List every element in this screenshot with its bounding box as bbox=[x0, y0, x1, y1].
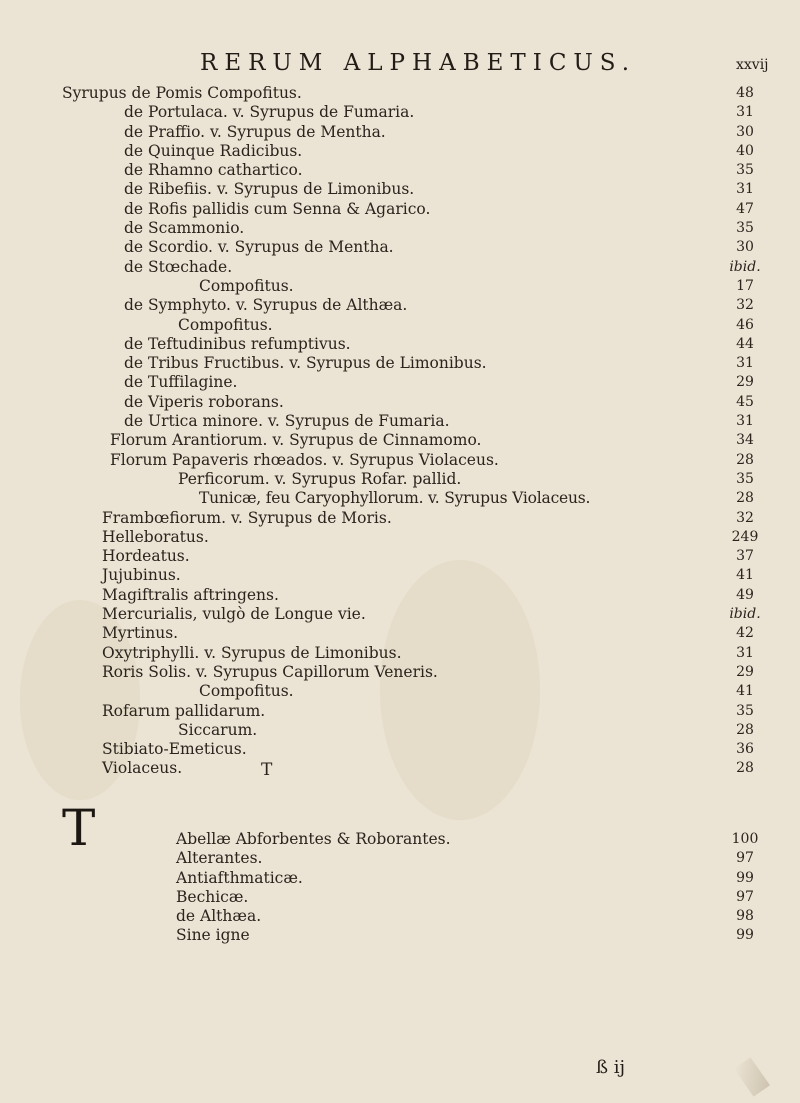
index-entry bbox=[0, 682, 800, 701]
index-entry bbox=[0, 759, 800, 778]
entry-text: Hordeatus. bbox=[102, 547, 190, 566]
index-entry bbox=[0, 238, 800, 257]
entry-page-ref: 37 bbox=[736, 548, 754, 565]
entry-text: Perficorum. v. Syrupus Rofar. pallid. bbox=[178, 469, 462, 488]
entry-text: Stibiato-Emeticus. bbox=[102, 740, 247, 759]
running-title: RERUM ALPHABETICUS. bbox=[200, 50, 637, 76]
index-entry bbox=[0, 393, 800, 412]
index-entry bbox=[0, 200, 800, 219]
entry-page-ref: 99 bbox=[736, 927, 754, 944]
index-entry bbox=[0, 849, 800, 868]
index-entry bbox=[0, 926, 800, 945]
entry-page-ref: 28 bbox=[736, 490, 754, 507]
entry-text: Florum Arantiorum. v. Syrupus de Cinnamomo. bbox=[110, 431, 482, 450]
index-entry bbox=[0, 566, 800, 585]
index-entry bbox=[0, 470, 800, 489]
entry-page-ref: 29 bbox=[736, 374, 754, 391]
entry-text: Sine igne bbox=[176, 926, 250, 945]
index-entry bbox=[0, 888, 800, 907]
entry-page-ref: 31 bbox=[736, 413, 754, 430]
index-list bbox=[0, 84, 800, 779]
entry-page-ref: 29 bbox=[736, 663, 754, 680]
entry-text: de Scordio. v. Syrupus de Mentha. bbox=[124, 238, 394, 257]
signature-mark: ß ij bbox=[596, 1057, 626, 1078]
entry-text: de Portulaca. v. Syrupus de Fumaria. bbox=[124, 103, 415, 122]
entry-page-ref: 47 bbox=[736, 200, 754, 217]
entry-page-ref: 31 bbox=[736, 355, 754, 372]
index-entry bbox=[0, 412, 800, 431]
index-entry bbox=[0, 663, 800, 682]
entry-page-ref: 249 bbox=[731, 528, 759, 545]
index-entry bbox=[0, 702, 800, 721]
index-entry bbox=[0, 258, 800, 277]
entry-page-ref: 41 bbox=[736, 683, 754, 700]
index-entry bbox=[0, 161, 800, 180]
index-entry bbox=[0, 354, 800, 373]
entry-page-ref: 17 bbox=[736, 277, 754, 294]
entry-page-ref: 40 bbox=[736, 142, 754, 159]
entry-text: Tunicæ, feu Caryophyllorum. v. Syrupus Violaceus. bbox=[199, 489, 591, 508]
entry-text: Mercurialis, vulgò de Longue vie. bbox=[102, 605, 366, 624]
index-list-t bbox=[0, 830, 800, 946]
index-entry bbox=[0, 644, 800, 663]
entry-page-ref: 99 bbox=[736, 869, 754, 886]
index-entry bbox=[0, 830, 800, 849]
entry-text: Compofitus. bbox=[199, 682, 294, 701]
index-entry bbox=[0, 123, 800, 142]
index-entry bbox=[0, 509, 800, 528]
entry-text: Abellæ Abforbentes & Roborantes. bbox=[176, 830, 451, 848]
index-entry bbox=[0, 373, 800, 392]
entry-page-ref: 34 bbox=[736, 432, 754, 449]
index-entry bbox=[0, 721, 800, 740]
entry-page-ref: 32 bbox=[736, 297, 754, 314]
entry-text: Alterantes. bbox=[176, 849, 263, 868]
entry-page-ref: 28 bbox=[736, 451, 754, 468]
entry-page-ref: 31 bbox=[736, 104, 754, 121]
entry-page-ref: 97 bbox=[736, 850, 754, 867]
entry-text: Rofarum pallidarum. bbox=[102, 701, 266, 720]
entry-text: Roris Solis. v. Syrupus Capillorum Veneris. bbox=[102, 662, 438, 681]
index-entry bbox=[0, 277, 800, 296]
index-entry bbox=[0, 296, 800, 315]
entry-page-ref: 35 bbox=[736, 470, 754, 487]
entry-page-ref: 31 bbox=[736, 644, 754, 661]
index-entry bbox=[0, 605, 800, 624]
entry-text: Antiafthmaticæ. bbox=[176, 868, 303, 887]
entry-page-ref: 30 bbox=[736, 239, 754, 256]
index-entry bbox=[0, 335, 800, 354]
index-entry bbox=[0, 431, 800, 450]
entry-text: Florum Papaveris rhœados. v. Syrupus Violaceus. bbox=[110, 450, 499, 469]
section-letter: T bbox=[261, 760, 273, 780]
entry-text: de Tuffilagine. bbox=[124, 373, 238, 392]
entry-text: de Ribefiis. v. Syrupus de Limonibus. bbox=[124, 180, 415, 199]
entry-page-ref: 35 bbox=[736, 162, 754, 179]
index-entry bbox=[0, 586, 800, 605]
entry-text: de Symphyto. v. Syrupus de Althæa. bbox=[124, 296, 408, 315]
index-entry bbox=[0, 142, 800, 161]
entry-page-ref: 49 bbox=[736, 586, 754, 603]
index-entry bbox=[0, 180, 800, 199]
entry-text: de Althæa. bbox=[176, 907, 262, 926]
entry-text: Helleboratus. bbox=[102, 527, 209, 546]
entry-text: de Rofis pallidis cum Senna & Agarico. bbox=[124, 199, 431, 218]
entry-page-ref: 45 bbox=[736, 393, 754, 410]
entry-text: de Quinque Radicibus. bbox=[124, 141, 303, 160]
entry-text: de Scammonio. bbox=[124, 219, 245, 238]
entry-text: de Urtica minore. v. Syrupus de Fumaria. bbox=[124, 412, 450, 431]
entry-text: Syrupus de Pomis Compofitus. bbox=[62, 84, 302, 102]
index-entry bbox=[0, 84, 800, 103]
entry-text: Myrtinus. bbox=[102, 624, 179, 643]
entry-page-ref: 48 bbox=[736, 85, 754, 101]
entry-page-ref: 31 bbox=[736, 181, 754, 198]
entry-text: Oxytriphylli. v. Syrupus de Limonibus. bbox=[102, 643, 402, 662]
index-entry bbox=[0, 316, 800, 335]
entry-text: de Rhamno cathartico. bbox=[124, 161, 303, 180]
entry-page-ref: 98 bbox=[736, 908, 754, 925]
entry-page-ref: 100 bbox=[731, 831, 759, 847]
entry-text: Bechicæ. bbox=[176, 887, 249, 906]
entry-page-ref: 36 bbox=[736, 741, 754, 758]
entry-text: de Stœchade. bbox=[124, 257, 233, 276]
entry-text: Magiftralis aftringens. bbox=[102, 585, 279, 604]
entry-text: Frambœfiorum. v. Syrupus de Moris. bbox=[102, 508, 392, 527]
entry-page-ref: 97 bbox=[736, 888, 754, 905]
index-entry bbox=[0, 907, 800, 926]
entry-page-ref: 46 bbox=[736, 316, 754, 333]
entry-page-ref: 35 bbox=[736, 220, 754, 237]
entry-page-ref: 28 bbox=[736, 721, 754, 738]
index-entry bbox=[0, 219, 800, 238]
index-entry bbox=[0, 451, 800, 470]
index-entry bbox=[0, 489, 800, 508]
index-entry bbox=[0, 528, 800, 547]
entry-page-ref: ibid. bbox=[729, 258, 761, 275]
entry-text: Jujubinus. bbox=[102, 566, 181, 585]
corner-smudge bbox=[734, 1057, 770, 1096]
index-entry bbox=[0, 547, 800, 566]
entry-text: de Viperis roborans. bbox=[124, 392, 284, 411]
entry-text: Compofitus. bbox=[178, 315, 273, 334]
entry-page-ref: 44 bbox=[736, 335, 754, 352]
entry-text: Compofitus. bbox=[199, 276, 294, 295]
entry-text: de Teftudinibus refumptivus. bbox=[124, 334, 351, 353]
entry-page-ref: 28 bbox=[736, 760, 754, 777]
entry-text: Siccarum. bbox=[178, 720, 258, 739]
entry-text: Violaceus. bbox=[102, 759, 183, 778]
entry-page-ref: ibid. bbox=[729, 606, 761, 623]
entry-page-ref: 32 bbox=[736, 509, 754, 526]
entry-text: de Tribus Fructibus. v. Syrupus de Limonibus. bbox=[124, 354, 487, 373]
entry-page-ref: 30 bbox=[736, 123, 754, 140]
entry-text: de Praffio. v. Syrupus de Mentha. bbox=[124, 122, 386, 141]
index-entry bbox=[0, 869, 800, 888]
index-entry bbox=[0, 103, 800, 122]
entry-page-ref: 42 bbox=[736, 625, 754, 642]
entry-page-ref: 41 bbox=[736, 567, 754, 584]
drop-cap-initial: T bbox=[62, 799, 96, 857]
index-entry bbox=[0, 624, 800, 643]
page-number: xxvij bbox=[736, 57, 769, 73]
index-entry bbox=[0, 740, 800, 759]
entry-page-ref: 35 bbox=[736, 702, 754, 719]
